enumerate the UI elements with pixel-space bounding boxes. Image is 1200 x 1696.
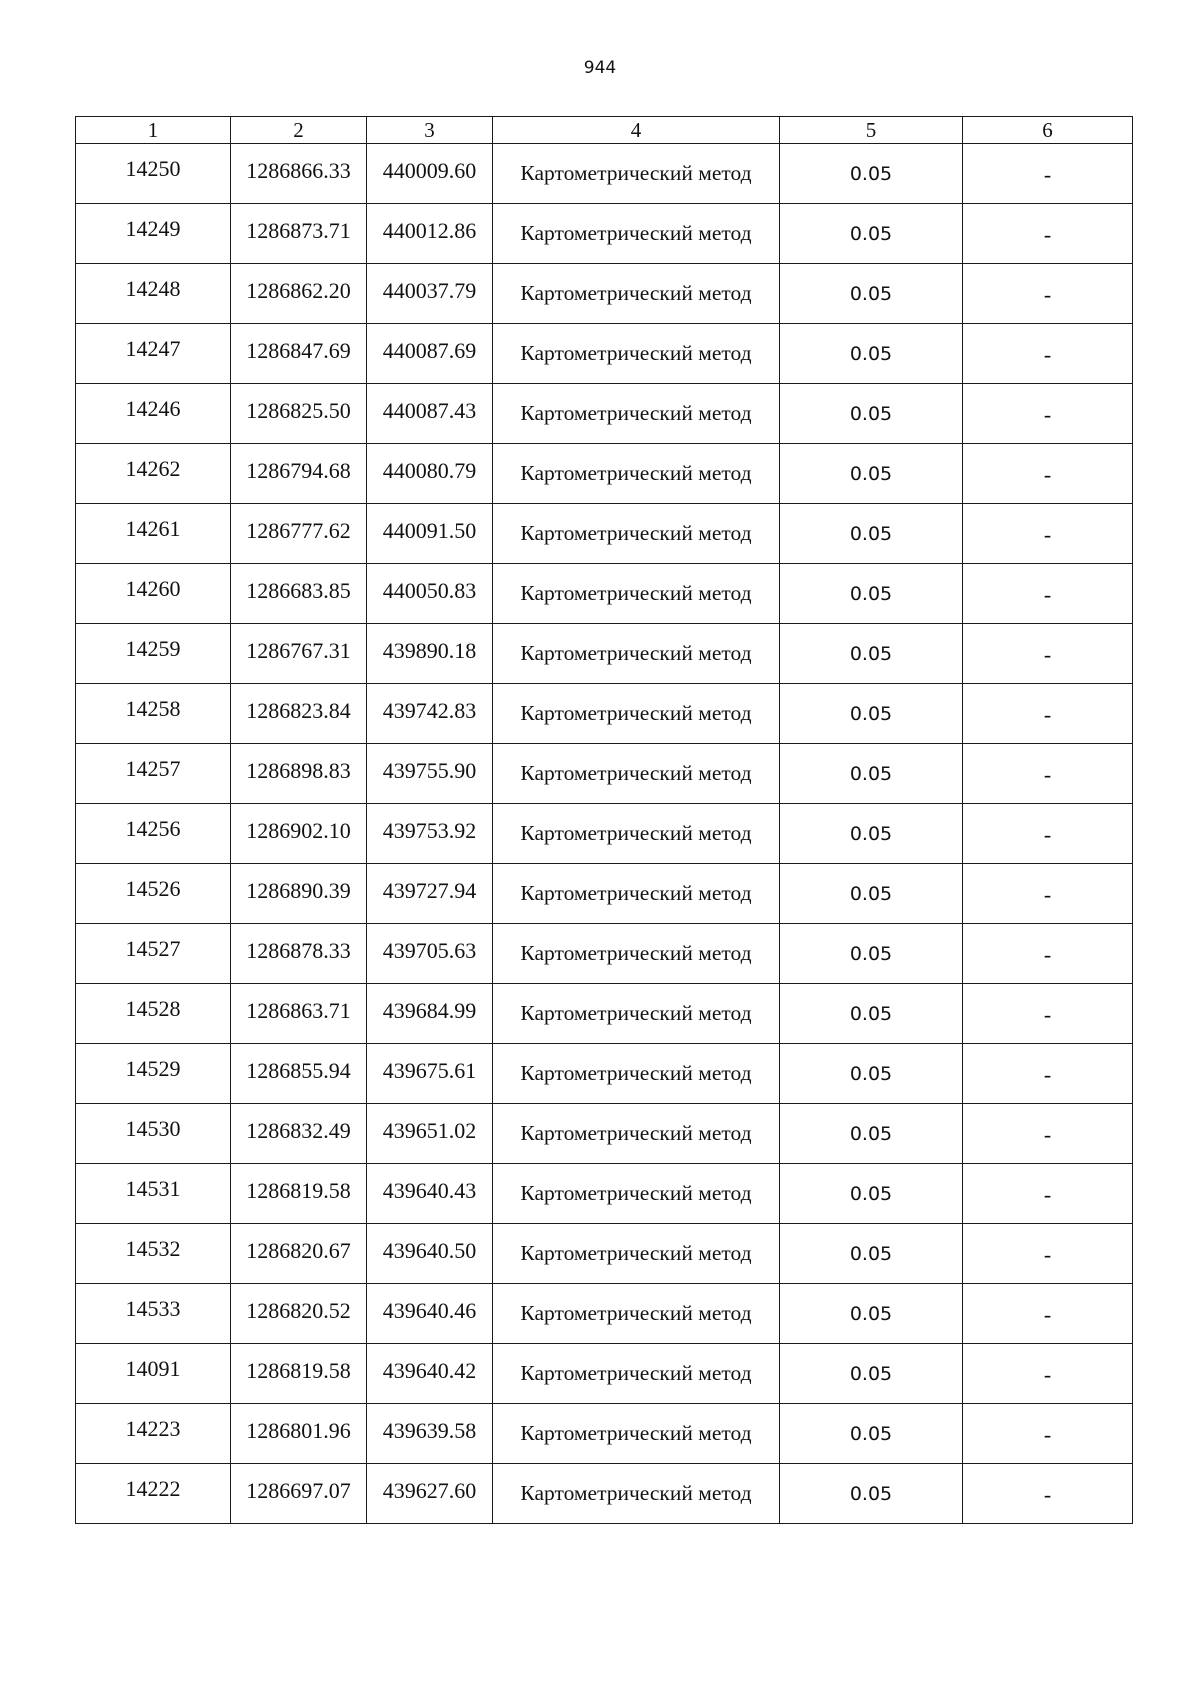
cell-point-number: 14091 (76, 1344, 231, 1404)
coordinates-table (75, 116, 1133, 1524)
cell-accuracy: 0.05 (780, 684, 963, 744)
cell-note: - (963, 804, 1133, 864)
cell-accuracy: 0.05 (780, 864, 963, 924)
cell-note: - (963, 1104, 1133, 1164)
cell-coordinate-y: 439890.18 (367, 624, 493, 684)
cell-note: - (963, 144, 1133, 204)
cell-method: Картометрический метод (493, 1284, 780, 1344)
cell-coordinate-y: 440050.83 (367, 564, 493, 624)
table-row (76, 1344, 1133, 1404)
cell-coordinate-x: 1286820.52 (231, 1284, 367, 1344)
cell-coordinate-x: 1286823.84 (231, 684, 367, 744)
cell-coordinate-x: 1286820.67 (231, 1224, 367, 1284)
cell-point-number: 14531 (76, 1164, 231, 1224)
cell-note: - (963, 1464, 1133, 1524)
cell-point-number: 14530 (76, 1104, 231, 1164)
cell-coordinate-x: 1286825.50 (231, 384, 367, 444)
table-row (76, 504, 1133, 564)
table-row (76, 1224, 1133, 1284)
cell-method: Картометрический метод (493, 1044, 780, 1104)
cell-method: Картометрический метод (493, 624, 780, 684)
cell-coordinate-y: 439640.43 (367, 1164, 493, 1224)
cell-coordinate-y: 440012.86 (367, 204, 493, 264)
cell-coordinate-x: 1286832.49 (231, 1104, 367, 1164)
cell-note: - (963, 624, 1133, 684)
cell-method: Картометрический метод (493, 1164, 780, 1224)
cell-coordinate-y: 439675.61 (367, 1044, 493, 1104)
table-row (76, 804, 1133, 864)
cell-coordinate-y: 440009.60 (367, 144, 493, 204)
cell-accuracy: 0.05 (780, 744, 963, 804)
column-header-6: 6 (963, 117, 1133, 144)
cell-coordinate-y: 439640.42 (367, 1344, 493, 1404)
table-row (76, 984, 1133, 1044)
table-row (76, 1044, 1133, 1104)
table-row (76, 144, 1133, 204)
header-row (76, 117, 1133, 144)
cell-coordinate-x: 1286794.68 (231, 444, 367, 504)
cell-method: Картометрический метод (493, 864, 780, 924)
cell-method: Картометрический метод (493, 1404, 780, 1464)
cell-coordinate-y: 440037.79 (367, 264, 493, 324)
cell-point-number: 14260 (76, 564, 231, 624)
cell-point-number: 14261 (76, 504, 231, 564)
cell-coordinate-x: 1286878.33 (231, 924, 367, 984)
cell-method: Картометрический метод (493, 144, 780, 204)
cell-method: Картометрический метод (493, 444, 780, 504)
cell-point-number: 14258 (76, 684, 231, 744)
cell-coordinate-y: 439755.90 (367, 744, 493, 804)
cell-method: Картометрический метод (493, 564, 780, 624)
cell-coordinate-y: 439640.46 (367, 1284, 493, 1344)
cell-accuracy: 0.05 (780, 1044, 963, 1104)
column-header-4: 4 (493, 117, 780, 144)
cell-point-number: 14223 (76, 1404, 231, 1464)
cell-coordinate-y: 440087.69 (367, 324, 493, 384)
table-row (76, 864, 1133, 924)
cell-coordinate-y: 439684.99 (367, 984, 493, 1044)
table-row (76, 324, 1133, 384)
cell-accuracy: 0.05 (780, 1224, 963, 1284)
cell-note: - (963, 744, 1133, 804)
cell-coordinate-y: 440091.50 (367, 504, 493, 564)
table-row (76, 444, 1133, 504)
cell-method: Картометрический метод (493, 924, 780, 984)
cell-point-number: 14259 (76, 624, 231, 684)
cell-note: - (963, 384, 1133, 444)
cell-note: - (963, 684, 1133, 744)
cell-accuracy: 0.05 (780, 204, 963, 264)
cell-accuracy: 0.05 (780, 1464, 963, 1524)
cell-note: - (963, 324, 1133, 384)
cell-method: Картометрический метод (493, 684, 780, 744)
cell-point-number: 14526 (76, 864, 231, 924)
cell-accuracy: 0.05 (780, 924, 963, 984)
cell-point-number: 14529 (76, 1044, 231, 1104)
cell-point-number: 14247 (76, 324, 231, 384)
column-header-3: 3 (367, 117, 493, 144)
cell-point-number: 14250 (76, 144, 231, 204)
cell-note: - (963, 864, 1133, 924)
cell-coordinate-x: 1286767.31 (231, 624, 367, 684)
cell-accuracy: 0.05 (780, 264, 963, 324)
cell-accuracy: 0.05 (780, 1284, 963, 1344)
cell-note: - (963, 264, 1133, 324)
cell-coordinate-x: 1286847.69 (231, 324, 367, 384)
cell-point-number: 14248 (76, 264, 231, 324)
column-header-5: 5 (780, 117, 963, 144)
cell-coordinate-x: 1286863.71 (231, 984, 367, 1044)
cell-point-number: 14532 (76, 1224, 231, 1284)
table-row (76, 1164, 1133, 1224)
cell-point-number: 14222 (76, 1464, 231, 1524)
cell-note: - (963, 984, 1133, 1044)
cell-coordinate-x: 1286866.33 (231, 144, 367, 204)
cell-note: - (963, 1164, 1133, 1224)
cell-note: - (963, 1044, 1133, 1104)
cell-coordinate-x: 1286855.94 (231, 1044, 367, 1104)
cell-point-number: 14256 (76, 804, 231, 864)
cell-method: Картометрический метод (493, 1224, 780, 1284)
column-header-1: 1 (76, 117, 231, 144)
cell-coordinate-x: 1286819.58 (231, 1344, 367, 1404)
cell-coordinate-x: 1286862.20 (231, 264, 367, 324)
cell-note: - (963, 564, 1133, 624)
cell-coordinate-x: 1286777.62 (231, 504, 367, 564)
cell-point-number: 14262 (76, 444, 231, 504)
cell-coordinate-y: 439705.63 (367, 924, 493, 984)
cell-coordinate-x: 1286801.96 (231, 1404, 367, 1464)
cell-note: - (963, 504, 1133, 564)
table-row (76, 1104, 1133, 1164)
table-body (76, 144, 1133, 1524)
cell-method: Картометрический метод (493, 504, 780, 564)
table-row (76, 684, 1133, 744)
table-row (76, 384, 1133, 444)
cell-accuracy: 0.05 (780, 444, 963, 504)
cell-method: Картометрический метод (493, 324, 780, 384)
cell-method: Картометрический метод (493, 1464, 780, 1524)
cell-method: Картометрический метод (493, 804, 780, 864)
cell-coordinate-y: 439753.92 (367, 804, 493, 864)
cell-accuracy: 0.05 (780, 624, 963, 684)
cell-method: Картометрический метод (493, 264, 780, 324)
cell-accuracy: 0.05 (780, 1404, 963, 1464)
cell-note: - (963, 1284, 1133, 1344)
cell-coordinate-x: 1286819.58 (231, 1164, 367, 1224)
cell-point-number: 14527 (76, 924, 231, 984)
cell-coordinate-y: 440087.43 (367, 384, 493, 444)
cell-point-number: 14257 (76, 744, 231, 804)
cell-coordinate-x: 1286873.71 (231, 204, 367, 264)
cell-accuracy: 0.05 (780, 144, 963, 204)
cell-accuracy: 0.05 (780, 1344, 963, 1404)
cell-coordinate-x: 1286890.39 (231, 864, 367, 924)
table-header (76, 117, 1133, 144)
table-row (76, 564, 1133, 624)
table-row (76, 264, 1133, 324)
cell-accuracy: 0.05 (780, 504, 963, 564)
cell-method: Картометрический метод (493, 1104, 780, 1164)
cell-note: - (963, 1224, 1133, 1284)
cell-coordinate-y: 439742.83 (367, 684, 493, 744)
cell-coordinate-y: 439627.60 (367, 1464, 493, 1524)
cell-point-number: 14533 (76, 1284, 231, 1344)
cell-method: Картометрический метод (493, 744, 780, 804)
cell-coordinate-y: 440080.79 (367, 444, 493, 504)
cell-method: Картометрический метод (493, 1344, 780, 1404)
cell-accuracy: 0.05 (780, 984, 963, 1044)
cell-note: - (963, 1404, 1133, 1464)
table-row (76, 1464, 1133, 1524)
column-header-2: 2 (231, 117, 367, 144)
cell-accuracy: 0.05 (780, 804, 963, 864)
cell-coordinate-x: 1286902.10 (231, 804, 367, 864)
cell-point-number: 14528 (76, 984, 231, 1044)
cell-coordinate-x: 1286683.85 (231, 564, 367, 624)
cell-method: Картометрический метод (493, 984, 780, 1044)
cell-point-number: 14249 (76, 204, 231, 264)
cell-accuracy: 0.05 (780, 564, 963, 624)
cell-accuracy: 0.05 (780, 324, 963, 384)
cell-coordinate-x: 1286898.83 (231, 744, 367, 804)
cell-accuracy: 0.05 (780, 1164, 963, 1224)
cell-note: - (963, 1344, 1133, 1404)
table-row (76, 624, 1133, 684)
cell-note: - (963, 204, 1133, 264)
cell-point-number: 14246 (76, 384, 231, 444)
cell-coordinate-y: 439727.94 (367, 864, 493, 924)
cell-coordinate-y: 439639.58 (367, 1404, 493, 1464)
table-row (76, 744, 1133, 804)
cell-coordinate-y: 439651.02 (367, 1104, 493, 1164)
page-number: 944 (583, 58, 617, 78)
cell-method: Картометрический метод (493, 384, 780, 444)
cell-coordinate-y: 439640.50 (367, 1224, 493, 1284)
cell-accuracy: 0.05 (780, 1104, 963, 1164)
cell-accuracy: 0.05 (780, 384, 963, 444)
table-row (76, 1284, 1133, 1344)
cell-method: Картометрический метод (493, 204, 780, 264)
cell-note: - (963, 444, 1133, 504)
table-row (76, 204, 1133, 264)
table-row (76, 924, 1133, 984)
cell-note: - (963, 924, 1133, 984)
table-row (76, 1404, 1133, 1464)
cell-coordinate-x: 1286697.07 (231, 1464, 367, 1524)
